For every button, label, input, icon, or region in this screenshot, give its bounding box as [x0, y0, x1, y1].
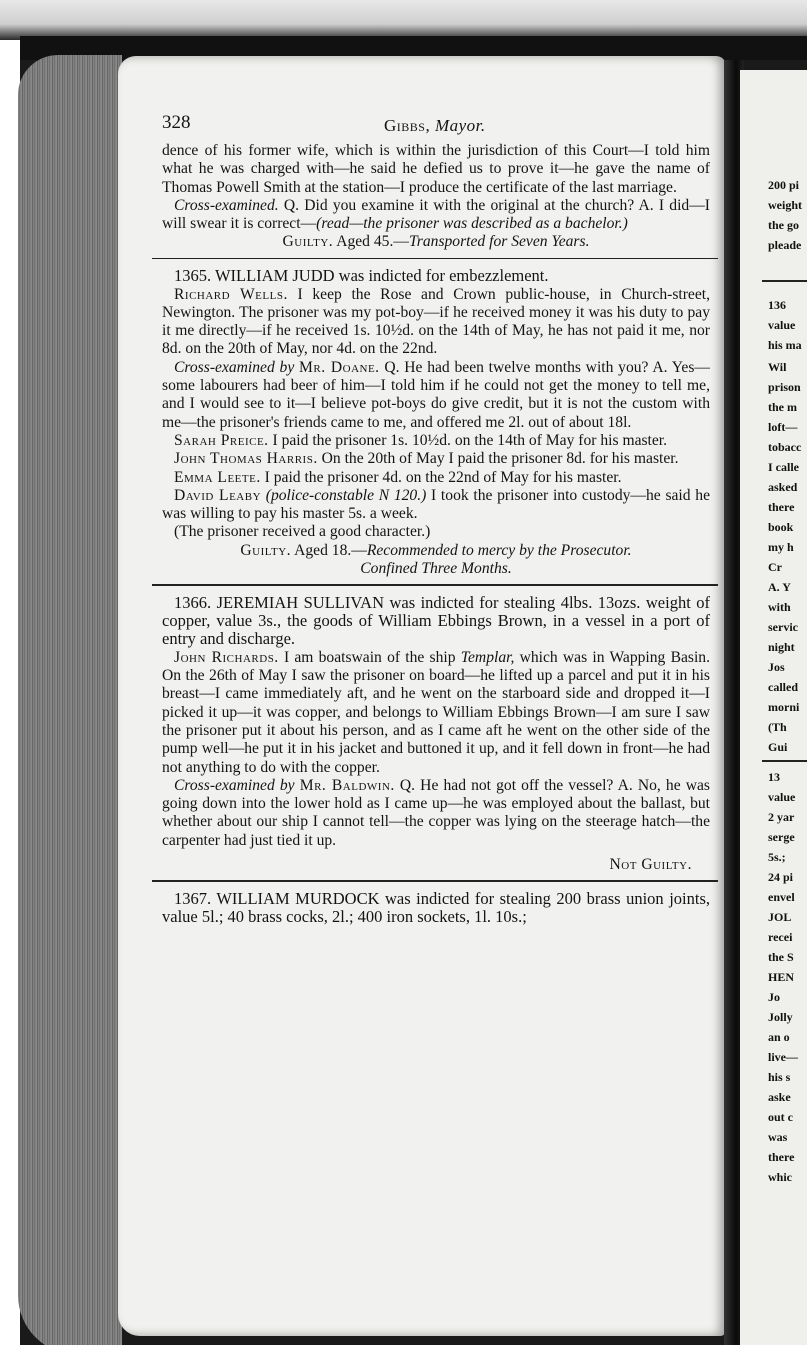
facing-page-fragment: was	[768, 1130, 788, 1144]
facing-page-fragment: loft—	[768, 420, 798, 434]
facing-page-fragment: 24 pi	[768, 870, 794, 884]
facing-page-fragment: 2 yar	[768, 810, 795, 824]
facing-page-fragment: the S	[768, 950, 794, 964]
witness-name: Emma Leete.	[174, 468, 261, 486]
case-1364-cross	[162, 197, 710, 234]
facing-page-fragment: serge	[768, 830, 795, 844]
facing-page-fragment: Wil	[768, 360, 787, 374]
scan-margin	[0, 0, 20, 1360]
facing-page-fragment: (Th	[768, 720, 787, 734]
facing-page-fragment: 200 pi	[768, 178, 800, 192]
facing-page-fragment: pleade	[768, 238, 802, 252]
running-head-title: Mayor.	[434, 116, 486, 135]
facing-page-fragment: prison	[768, 380, 801, 394]
facing-page-fragment: night	[768, 640, 795, 654]
facing-page-fragment: book	[768, 520, 794, 534]
witness-text: I paid the prisoner 4d. on the 22nd of May for his master.	[264, 468, 622, 486]
case-1366-verdict: Not Guilty.	[609, 855, 692, 873]
ship-name: Templar,	[460, 648, 515, 666]
facing-page-fragment: Jos	[768, 660, 785, 674]
case-1365-character: (The prisoner received a good character.)	[174, 523, 431, 541]
facing-page-rule	[762, 280, 807, 282]
facing-page-fragment: Gui	[768, 740, 788, 754]
verdict-label: Guilty.	[282, 233, 334, 251]
facing-page-fragment: HEN	[768, 970, 795, 984]
facing-page-fragment: 13	[768, 770, 780, 784]
witness-name: Sarah Preice.	[174, 431, 269, 449]
facing-page-fragment: value	[768, 318, 796, 332]
facing-page-fragment: called	[768, 680, 798, 694]
facing-page-fragment: weight	[768, 198, 802, 212]
witness-text: I paid the prisoner 1s. 10½d. on the 14th of May for his master.	[272, 431, 668, 449]
witness-name: David Leaby	[174, 486, 262, 504]
facing-page-fragment: recei	[768, 930, 793, 944]
facing-page-fragment: his ma	[768, 338, 802, 352]
witness-text-cont: which was in Wapping Basin. On the 26th of May I saw the prisoner on board—he lifted up a parcel and put it in his breast—I came immediately aft, and he went on the starboard side and dropped it—I picked it up—it was copper, and belongs to William Ebbings Brown—I am sure I saw the prisoner put it about his person, and as I came aft he went on the other side of the pump well—he put it in his jacket and buttoned it up, and it fell down in front—he had not anything to do with the copper.	[162, 648, 710, 776]
cross-counsel: Mr. Baldwin.	[299, 776, 395, 794]
case-divider	[152, 880, 718, 882]
cross-counsel: Mr. Doane.	[299, 358, 380, 376]
witness-name: Richard Wells.	[174, 285, 288, 303]
facing-page-fragment: live—	[768, 1050, 798, 1064]
case-1364-verdict	[162, 233, 710, 251]
cross-text: Q. He had not got off the vessel? A. No, he was going down into the lower hold as I came up—he was employed about the ballast, but whether about our ship I cannot tell—the copper was lying on the steerage hatch—the carpenter had just tied it up.	[162, 776, 710, 849]
page-number: 328	[162, 112, 191, 133]
recommendation: Recommended to mercy by the Prosecutor.	[366, 541, 632, 559]
cross-text: Q. Did you examine it with the original at the church? A. I did—I will swear it is correct—	[162, 196, 710, 233]
verdict-age: Aged 18.—	[294, 541, 367, 559]
facing-page-rule	[762, 760, 807, 762]
cross-label: Cross-examined by	[174, 776, 295, 794]
case-1367-title: 1367. WILLIAM MURDOCK was indicted for stealing 200 brass union joints, value 5l.; 40 brass cocks, 2l.; 400 iron sockets, 1l. 10s.;	[162, 888, 710, 927]
facing-page-fragment: 136	[768, 298, 786, 312]
scanner-top-band	[0, 0, 807, 40]
facing-page-fragment: aske	[768, 1090, 791, 1104]
cross-italic: (read—the prisoner was described as a bachelor.)	[316, 215, 628, 233]
facing-page-fragment: there	[768, 1150, 795, 1164]
facing-page-fragment: servic	[768, 620, 798, 634]
facing-page-fragment: his s	[768, 1070, 791, 1084]
facing-page	[740, 70, 807, 1350]
witness-name: John Thomas Harris.	[174, 450, 318, 468]
witness-role: (police-constable N 120.)	[265, 486, 427, 504]
cross-label: Cross-examined.	[174, 196, 279, 214]
case-1366-cross	[162, 777, 710, 850]
running-head	[384, 116, 486, 136]
case-1366-witness-1	[162, 649, 710, 777]
case-1365-witness-5	[162, 487, 710, 524]
case-1365-verdict	[162, 542, 710, 560]
witness-name: John Richards.	[174, 648, 279, 666]
facing-page-fragment: my h	[768, 540, 794, 554]
scanner-bottom-band	[0, 1345, 807, 1360]
case-1365-cross	[162, 359, 710, 432]
facing-page-fragment: with	[768, 600, 791, 614]
case-1365-witness-2	[162, 432, 710, 450]
facing-page-fragment: asked	[768, 480, 798, 494]
case-1365-title: 1365. WILLIAM JUDD was indicted for embezzlement.	[174, 266, 549, 286]
sentence: Transported for Seven Years.	[408, 233, 590, 251]
facing-page-fragment: an o	[768, 1030, 790, 1044]
case-divider	[152, 258, 718, 260]
case-divider	[152, 584, 718, 586]
facing-page-fragment: Jo	[768, 990, 780, 1004]
witness-text: I took the prisoner into custody—he said he was willing to pay his master 5s. a week.	[162, 486, 710, 523]
facing-page-fragment: Cr	[768, 560, 782, 574]
facing-page-fragment: Jolly	[768, 1010, 793, 1024]
case-1365-witness-1	[162, 286, 710, 359]
case-1364-paragraph: dence of his former wife, which is within the jurisdiction of this Court—I told him what he was charged with—he said he defied us to prove it—he gave the name of Thomas Powell Smith at the station—I produce the certificate of the last marriage.	[162, 142, 710, 196]
case-1365-witness-3	[162, 450, 710, 468]
page-edges-stack	[18, 55, 122, 1355]
facing-page-fragment: tobacc	[768, 440, 802, 454]
facing-page-fragment: JOL	[768, 910, 792, 924]
facing-page-fragment: envel	[768, 890, 795, 904]
facing-page-fragment: whic	[768, 1170, 792, 1184]
facing-page-fragment: 5s.;	[768, 850, 786, 864]
facing-page-fragment: A. Y	[768, 580, 791, 594]
verdict-label: Guilty.	[240, 541, 292, 559]
facing-page-fragment: out c	[768, 1110, 793, 1124]
case-1365-sentence: Confined Three Months.	[360, 560, 512, 578]
witness-text: I keep the Rose and Crown public-house, in Church-street, Newington. The prisoner was my pot-boy—if he received money it was his duty to pay it me directly—if he received 1s. 10½d. on the 14th of May, he has not paid it me, nor 8d. on the 20th of May, nor 4d. on the 22nd.	[162, 285, 710, 358]
cross-text: Q. He had been twelve months with you? A. Yes—some labourers had beer of him—I told him if he could not get the money to tell me, and I would see to it—I believe pot-boys do give credit, but it is not the custom with me—the prisoner's friends came to me, and offered me 2l. out of about 18l.	[162, 358, 710, 431]
witness-text: On the 20th of May I paid the prisoner 8d. for his master.	[321, 450, 679, 468]
facing-page-fragment: the m	[768, 400, 797, 414]
facing-page-fragment: the go	[768, 218, 799, 232]
page-header	[162, 108, 710, 142]
facing-page-fragment: I calle	[768, 460, 799, 474]
facing-page-fragment: value	[768, 790, 796, 804]
cross-label: Cross-examined by	[174, 358, 295, 376]
running-head-name: Gibbs,	[384, 116, 431, 135]
case-1365-witness-4	[162, 469, 710, 487]
witness-text: I am boatswain of the ship	[283, 648, 456, 666]
verdict-age: Aged 45.—	[336, 233, 409, 251]
case-1366-title: 1366. JEREMIAH SULLIVAN was indicted for stealing 4lbs. 13ozs. weight of copper, value 3s., the goods of William Ebbings Brown, in a vessel in a port of entry and discharge.	[162, 592, 710, 649]
page-content	[162, 108, 710, 926]
facing-page-fragment: there	[768, 500, 795, 514]
facing-page-fragment: morni	[768, 700, 800, 714]
